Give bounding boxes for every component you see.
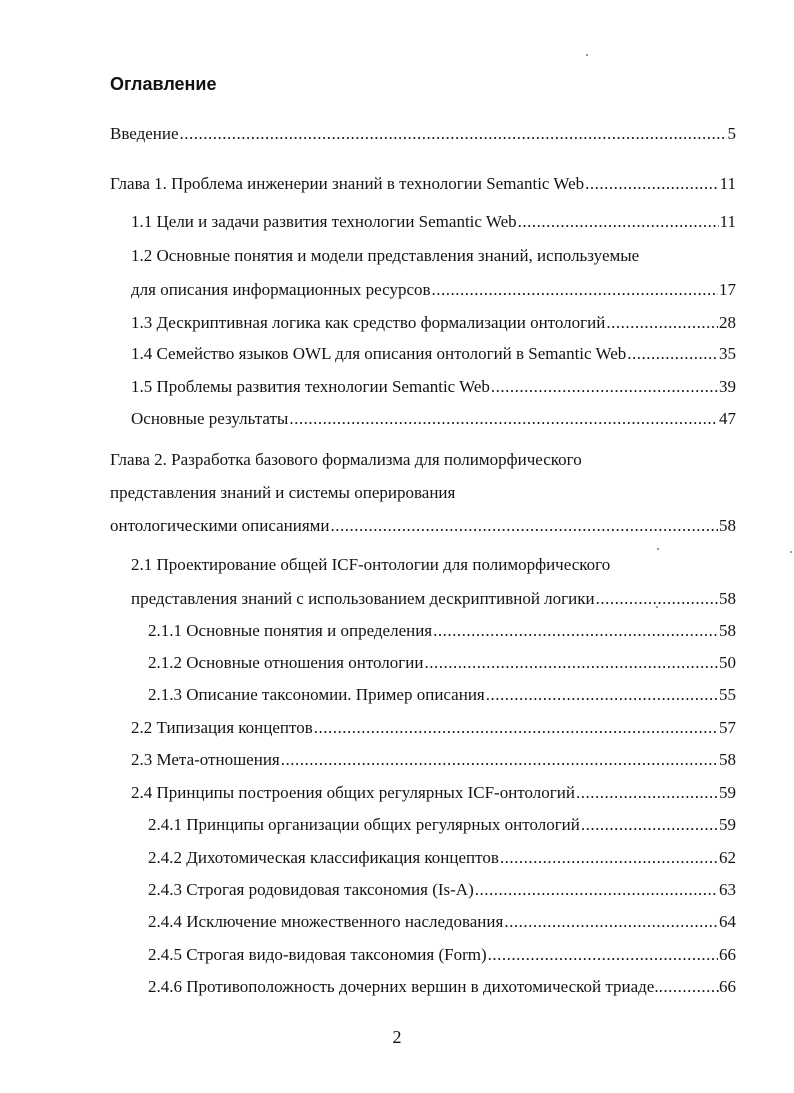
toc-leader-dots <box>627 344 718 364</box>
toc-leader-dots <box>585 174 718 194</box>
toc-entry <box>148 848 736 872</box>
toc-leader-dots <box>659 977 719 997</box>
toc-leader-dots <box>433 621 718 641</box>
toc-entry <box>131 313 736 337</box>
toc-leader-dots <box>180 124 727 144</box>
toc-entry-text: 2.4.3 Строгая родовидовая таксономия (Is-A) <box>148 880 474 899</box>
toc-entry-text: представления знаний и системы оперирования <box>110 483 456 502</box>
toc-entry-page: 58 <box>719 589 736 608</box>
toc-entry-page: 55 <box>719 685 736 704</box>
toc-entry <box>131 246 736 270</box>
toc-entry <box>148 880 736 904</box>
toc-entry <box>131 589 736 613</box>
toc-leader-dots <box>491 377 718 397</box>
toc-entry <box>131 212 736 236</box>
toc-entry-page: 66 <box>719 945 736 964</box>
toc-leader-dots <box>606 313 718 333</box>
toc-entry-page: 28 <box>719 313 736 332</box>
toc-entry-text: 2.4.6 Противоположность дочерних вершин в дихотомической триаде. <box>148 977 659 996</box>
toc-entry <box>148 621 736 645</box>
toc-leader-dots <box>475 880 718 900</box>
toc-entry-page: 58 <box>719 516 736 535</box>
toc-leader-dots <box>500 848 718 868</box>
toc-entry <box>110 174 736 198</box>
toc-entry-page: 11 <box>719 174 736 193</box>
toc-entry <box>131 783 736 807</box>
toc-entry-text: 2.1.1 Основные понятия и определения <box>148 621 433 640</box>
toc-entry-page: 17 <box>719 280 736 299</box>
toc-leader-dots <box>281 750 718 770</box>
toc-entry-page: 66 <box>719 977 736 996</box>
toc-entry-page: 5 <box>727 124 736 143</box>
toc-entry-text: Основные результаты <box>131 409 289 428</box>
toc-entry-page: 47 <box>719 409 736 428</box>
toc-entry <box>131 555 736 579</box>
toc-entry-text: 1.2 Основные понятия и модели представления знаний, используемые <box>131 246 640 265</box>
scan-speck <box>656 606 658 608</box>
toc-entry <box>110 124 736 148</box>
toc-entry-text: для описания информационных ресурсов <box>131 280 431 299</box>
toc-entry-text: 1.5 Проблемы развития технологии Semantic Web <box>131 377 490 396</box>
scan-speck <box>586 54 588 56</box>
toc-entry <box>131 750 736 774</box>
toc-entry-page: 62 <box>719 848 736 867</box>
toc-entry-page: 50 <box>719 653 736 672</box>
toc-entry-text: 1.4 Семейство языков OWL для описания онтологий в Semantic Web <box>131 344 627 363</box>
toc-heading: Оглавление <box>110 74 217 94</box>
toc-leader-dots <box>518 212 719 232</box>
toc-entry <box>131 377 736 401</box>
toc-entry-page: 39 <box>719 377 736 396</box>
toc-entry-text: Введение <box>110 124 179 143</box>
toc-entry <box>131 280 736 304</box>
toc-entry <box>148 945 736 969</box>
toc-entry <box>110 450 736 474</box>
toc-entry-text: 2.2 Типизация концептов <box>131 718 313 737</box>
toc-leader-dots <box>581 815 718 835</box>
toc-entry-page: 57 <box>719 718 736 737</box>
toc-entry-page: 58 <box>719 621 736 640</box>
toc-entry <box>148 815 736 839</box>
toc-entry <box>148 977 736 1001</box>
toc-entry-text: 2.1.2 Основные отношения онтологии <box>148 653 424 672</box>
toc-leader-dots <box>488 945 718 965</box>
toc-entry-text: Глава 1. Проблема инженерии знаний в технологии Semantic Web <box>110 174 585 193</box>
toc-entry <box>131 718 736 742</box>
toc-leader-dots <box>424 653 718 673</box>
toc-entry-text: 2.4 Принципы построения общих регулярных ICF-онтологий <box>131 783 575 802</box>
toc-entry-page: 59 <box>719 815 736 834</box>
toc-leader-dots <box>504 912 718 932</box>
toc-leader-dots <box>314 718 718 738</box>
toc-entry-text: представления знаний с использованием дескриптивной логики <box>131 589 595 608</box>
toc-entry <box>131 344 736 368</box>
toc-entry-page: 64 <box>719 912 736 931</box>
toc-leader-dots <box>432 280 718 300</box>
toc-entry <box>148 653 736 677</box>
toc-entry-page: 35 <box>719 344 736 363</box>
toc-leader-dots <box>576 783 718 803</box>
toc-leader-dots <box>331 516 718 536</box>
scan-speck <box>790 551 792 553</box>
toc-entry <box>148 685 736 709</box>
toc-entry-text: 2.4.1 Принципы организации общих регулярных онтологий <box>148 815 580 834</box>
toc-entry-text: Глава 2. Разработка базового формализма для полиморфического <box>110 450 582 469</box>
toc-entry-text: 2.3 Мета-отношения <box>131 750 280 769</box>
toc-entry-text: 1.1 Цели и задачи развития технологии Semantic Web <box>131 212 517 231</box>
toc-entry-text: онтологическими описаниями <box>110 516 330 535</box>
toc-leader-dots <box>289 409 718 429</box>
toc-entry-text: 2.4.4 Исключение множественного наследования <box>148 912 504 931</box>
toc-entry-text: 2.4.5 Строгая видо-видовая таксономия (Form) <box>148 945 487 964</box>
page-number: 2 <box>392 1027 402 1047</box>
toc-entry-page: 58 <box>719 750 736 769</box>
toc-entry-text: 2.1.3 Описание таксономии. Пример описания <box>148 685 485 704</box>
toc-entry <box>110 483 736 507</box>
toc-entry-text: 2.1 Проектирование общей ICF-онтологии для полиморфического <box>131 555 611 574</box>
toc-entry <box>148 912 736 936</box>
toc-leader-dots <box>486 685 718 705</box>
toc-entry-page: 59 <box>719 783 736 802</box>
toc-entry <box>110 516 736 540</box>
toc-entry-page: 11 <box>719 212 736 231</box>
toc-entry <box>131 409 736 433</box>
toc-entry-text: 1.3 Дескриптивная логика как средство формализации онтологий <box>131 313 606 332</box>
scan-speck <box>657 548 659 550</box>
toc-entry-page: 63 <box>719 880 736 899</box>
toc-entry-text: 2.4.2 Дихотомическая классификация концептов <box>148 848 499 867</box>
